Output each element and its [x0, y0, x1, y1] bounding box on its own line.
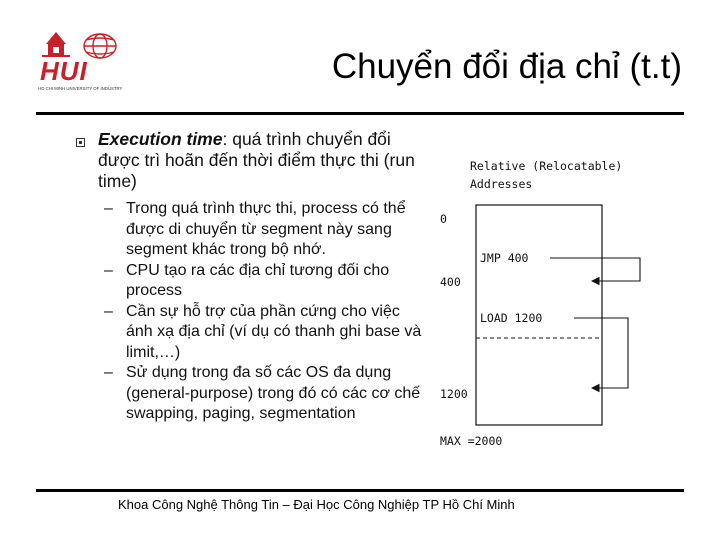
dash-marker: – [104, 302, 113, 320]
logo-letters: HUI [40, 56, 88, 86]
bullet-heading-colon: : [222, 129, 228, 149]
instruction-jmp: JMP 400 [480, 251, 529, 265]
footer-text: Khoa Công Nghệ Thông Tin – Đại Học Công Nghiệp TP Hồ Chí Minh [118, 497, 515, 512]
sub-bullet [104, 363, 424, 425]
dash-marker: – [104, 200, 113, 217]
sub-bullet-text: CPU tạo ra các địa chỉ tương đối cho process [126, 261, 390, 299]
sub-bullet-text: Sử dụng trong đa số các OS đa dụng (general-purpose) trong đó có các cơ chế swapping, paging, segmentation [126, 364, 421, 422]
dash-marker: – [104, 261, 113, 279]
hui-logo [34, 30, 144, 92]
sub-bullet-text: Cần sự hỗ trợ của phần cứng cho việc ánh xạ địa chỉ (ví dụ có thanh ghi base và limit,…) [126, 302, 422, 361]
bullet-text: quá trình chuyển đổi được trì hoãn đến thời điểm thực thi (run time) [98, 129, 415, 191]
instruction-load: LOAD 1200 [480, 311, 543, 325]
tower-icon [42, 32, 70, 56]
sub-bullet-list [104, 199, 424, 425]
load-arrow [574, 318, 628, 388]
diagram-header-line2: Addresses [470, 177, 533, 191]
logo-subtitle: HO CHI MINH UNIVERSITY OF INDUSTRY [38, 86, 123, 91]
address-label-400: 400 [440, 275, 461, 289]
address-label-0: 0 [440, 212, 447, 226]
diagram-header-line1: Relative (Relocatable) [470, 159, 623, 173]
globe-icon [84, 34, 116, 58]
bottom-divider [36, 489, 684, 492]
relative-address-diagram [430, 150, 660, 470]
bullet-heading: Execution time [98, 129, 223, 149]
dash-marker: – [104, 364, 113, 381]
jmp-arrow [550, 258, 640, 281]
page-title: Chuyển đổi địa chỉ (t.t) [331, 47, 682, 86]
address-label-1200: 1200 [440, 387, 468, 401]
sub-bullet-text: Trong quá trình thực thi, process có thể được di chuyển từ segment này sang segment khác trong bộ nhớ. [126, 200, 406, 258]
sub-bullet [104, 199, 424, 261]
square-bullet-icon [76, 138, 85, 147]
sub-bullet [104, 302, 424, 364]
address-label-max: MAX =2000 [440, 434, 503, 448]
main-bullet [98, 129, 428, 192]
top-divider [36, 112, 684, 115]
sub-bullet [104, 261, 424, 302]
